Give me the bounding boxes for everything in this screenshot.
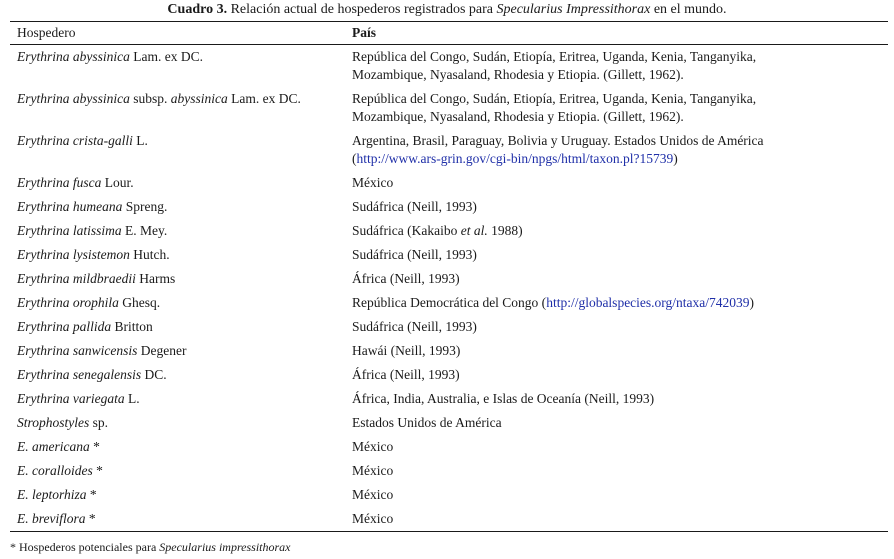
- footnote-text: * Hospederos potenciales para: [10, 540, 160, 554]
- host-cell: [17, 318, 153, 336]
- footnote: [10, 539, 291, 555]
- caption-text-after: en el mundo.: [650, 2, 727, 17]
- host-name: E. coralloides: [17, 463, 93, 478]
- host-cell: [17, 510, 96, 528]
- footnote-species: Specularius impressithorax: [159, 540, 291, 554]
- host-cell: [17, 414, 108, 432]
- host-author: *: [85, 511, 96, 526]
- country-cell: Sudáfrica (Neill, 1993): [352, 199, 477, 214]
- host-cell: [17, 342, 186, 360]
- country-cell: África (Neill, 1993): [352, 367, 460, 382]
- table-row: [0, 460, 894, 484]
- host-name: Erythrina pallida: [17, 319, 112, 334]
- host-name: Erythrina abyssinica: [17, 49, 130, 64]
- country-cell: México: [352, 439, 394, 454]
- table-row: [0, 388, 894, 412]
- host-author: Degener: [137, 343, 187, 358]
- host-name: Erythrina variegata: [17, 391, 125, 406]
- host-author: *: [92, 463, 103, 478]
- country-cell: África (Neill, 1993): [352, 271, 460, 286]
- host-cell: [17, 462, 103, 480]
- table-body: [0, 46, 894, 532]
- host-author: Lam. ex DC.: [129, 49, 203, 64]
- table-row: [0, 484, 894, 508]
- host-author: sp.: [89, 415, 109, 430]
- host-subspecies-name: abyssinica: [170, 91, 228, 106]
- country-cell: México: [352, 463, 394, 478]
- table-row: [0, 46, 894, 88]
- country-line: Argentina, Brasil, Paraguay, Bolivia y Uruguay. Estados Unidos de América: [352, 133, 764, 148]
- host-cell: [17, 390, 140, 408]
- caption-text-before: Relación actual de hospederos registrados para: [227, 2, 497, 17]
- table-row: [0, 268, 894, 292]
- host-author: Ghesq.: [118, 295, 161, 310]
- table-row: [0, 316, 894, 340]
- host-author: L.: [132, 133, 148, 148]
- host-cell: [17, 246, 170, 264]
- country-cell: México: [352, 487, 394, 502]
- country-cell: [352, 294, 882, 312]
- host-author: E. Mey.: [121, 223, 168, 238]
- country-text: ): [749, 295, 755, 310]
- host-cell: [17, 48, 203, 66]
- host-author: *: [89, 439, 100, 454]
- host-cell: [17, 198, 167, 216]
- host-cell: [17, 270, 175, 288]
- host-name: Erythrina sanwicensis: [17, 343, 138, 358]
- top-rule: [10, 21, 888, 22]
- bottom-rule: [10, 531, 888, 532]
- country-cell: [352, 132, 882, 168]
- host-name: Erythrina fusca: [17, 175, 102, 190]
- table-row: [0, 508, 894, 532]
- table-row: [0, 412, 894, 436]
- host-cell: [17, 132, 148, 150]
- country-line: Mozambique, Nyasaland, Rhodesia y Etiopia. (Gillett, 1962).: [352, 109, 684, 124]
- host-name: Erythrina abyssinica: [17, 91, 130, 106]
- table-row: [0, 88, 894, 130]
- host-cell: [17, 438, 100, 456]
- host-cell: [17, 90, 301, 108]
- column-header-host: Hospedero: [17, 25, 76, 40]
- header-rule: [10, 44, 888, 45]
- table-row: [0, 436, 894, 460]
- country-cell: Hawái (Neill, 1993): [352, 343, 461, 358]
- table-row: [0, 292, 894, 316]
- host-author: DC.: [141, 367, 167, 382]
- country-text: Sudáfrica (Kakaibo: [352, 223, 461, 238]
- country-text: República Democrática del Congo (: [352, 295, 547, 310]
- host-name: Erythrina latissima: [17, 223, 122, 238]
- country-line: [352, 150, 882, 168]
- country-cell: Sudáfrica (Neill, 1993): [352, 319, 477, 334]
- host-author: Harms: [135, 271, 176, 286]
- host-name: E. americana: [17, 439, 90, 454]
- host-cell: [17, 366, 167, 384]
- host-name: Erythrina humeana: [17, 199, 123, 214]
- host-author: L.: [124, 391, 140, 406]
- host-author: Britton: [111, 319, 153, 334]
- column-header-country: País: [352, 25, 377, 40]
- country-cell: México: [352, 175, 394, 190]
- country-cell: México: [352, 511, 394, 526]
- table-row: [0, 244, 894, 268]
- country-cell: [352, 222, 882, 240]
- country-text: 1988): [487, 223, 523, 238]
- host-author: Spreng.: [122, 199, 168, 214]
- host-author: Hutch.: [129, 247, 170, 262]
- host-cell: [17, 222, 167, 240]
- host-name: Erythrina mildbraedii: [17, 271, 136, 286]
- host-cell: [17, 294, 160, 312]
- host-cell: [17, 486, 97, 504]
- table-row: [0, 220, 894, 244]
- country-line: República del Congo, Sudán, Etiopía, Eritrea, Uganda, Kenia, Tanganyika,: [352, 49, 757, 64]
- country-cell: [352, 48, 882, 84]
- caption-species: Specularius Impressithorax: [496, 2, 651, 17]
- paren-close: ): [673, 151, 678, 166]
- host-subsp: subsp.: [129, 91, 171, 106]
- host-name: Erythrina senegalensis: [17, 367, 142, 382]
- host-author: Lour.: [101, 175, 134, 190]
- source-link[interactable]: http://globalspecies.org/ntaxa/742039: [546, 295, 750, 310]
- table-row: [0, 172, 894, 196]
- country-cell: [352, 90, 882, 126]
- host-author: Lam. ex DC.: [227, 91, 301, 106]
- table-row: [0, 130, 894, 172]
- table-row: [0, 340, 894, 364]
- caption-label: Cuadro 3.: [167, 2, 228, 17]
- et-al: et al.: [460, 223, 488, 238]
- host-name: Strophostyles: [17, 415, 90, 430]
- country-cell: Sudáfrica (Neill, 1993): [352, 247, 477, 262]
- host-name: Erythrina crista-galli: [17, 133, 133, 148]
- paren-open: (: [352, 151, 357, 166]
- country-cell: África, India, Australia, e Islas de Oceanía (Neill, 1993): [352, 391, 655, 406]
- host-author: *: [86, 487, 97, 502]
- table-row: [0, 196, 894, 220]
- table-row: [0, 364, 894, 388]
- source-link[interactable]: http://www.ars-grin.gov/cgi-bin/npgs/html/taxon.pl?15739: [356, 151, 674, 166]
- host-name: E. leptorhiza: [17, 487, 87, 502]
- country-cell: Estados Unidos de América: [352, 415, 502, 430]
- host-name: Erythrina lysistemon: [17, 247, 130, 262]
- host-cell: [17, 174, 134, 192]
- country-line: República del Congo, Sudán, Etiopía, Eritrea, Uganda, Kenia, Tanganyika,: [352, 91, 757, 106]
- host-name: E. breviflora: [17, 511, 86, 526]
- host-name: Erythrina orophila: [17, 295, 119, 310]
- country-line: Mozambique, Nyasaland, Rhodesia y Etiopia. (Gillett, 1962).: [352, 67, 684, 82]
- table-caption: [0, 1, 894, 19]
